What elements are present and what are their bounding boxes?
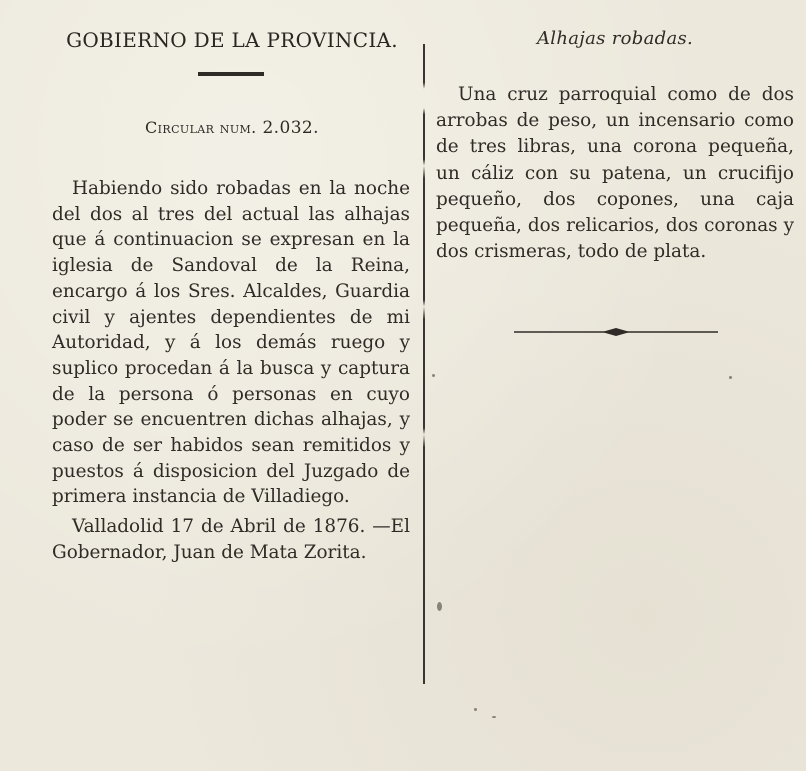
- stolen-items-heading: Alhajas robadas.: [536, 28, 694, 49]
- circular-number: 2.032.: [262, 118, 319, 138]
- province-government-heading: GOBIERNO DE LA PROVINCIA.: [66, 28, 398, 52]
- right-column: [436, 28, 794, 263]
- ink-speck: [432, 374, 435, 377]
- right-body-text: [436, 82, 794, 265]
- circular-paragraph: Habiendo sido robadas en la noche del dos al tres del actual las alhajas que á continuacion se expresan en la iglesia de Sandoval de la Reina, encargo á los Sres. Alcaldes, Guardia civil y ajentes dependientes de mi Autoridad, y á los demás ruego y suplico procedan á la busca y captura de la persona ó personas en cuyo poder se encuentren dichas alhajas, y caso de ser habidos sean remitidos y puestos á disposicion del Juzgado de primera instancia de Villadiego.: [52, 178, 410, 508]
- stolen-items-paragraph: Una cruz parroquial como de dos arrobas de peso, un incensario como de tres libras, una corona pequeña, un cáliz con su patena, un crucifijo pequeño, dos copones, una caja pequeña, dos relicarios, dos coronas y dos crismeras, todo de plata.: [436, 84, 794, 263]
- ink-speck: [474, 708, 477, 711]
- ink-speck: [729, 376, 732, 379]
- ink-speck: [492, 716, 496, 718]
- heading-rule: [198, 72, 264, 76]
- left-body-text: [52, 176, 410, 566]
- circular-label: Circular num.: [145, 118, 257, 137]
- left-column: [52, 28, 412, 563]
- ink-speck: [437, 602, 442, 611]
- signature-paragraph: Valladolid 17 de Abril de 1876. —El Gobernador, Juan de Mata Zorita.: [52, 516, 410, 563]
- circular-line: [52, 118, 412, 138]
- column-divider: [423, 44, 425, 684]
- section-end-ornament: [514, 326, 718, 338]
